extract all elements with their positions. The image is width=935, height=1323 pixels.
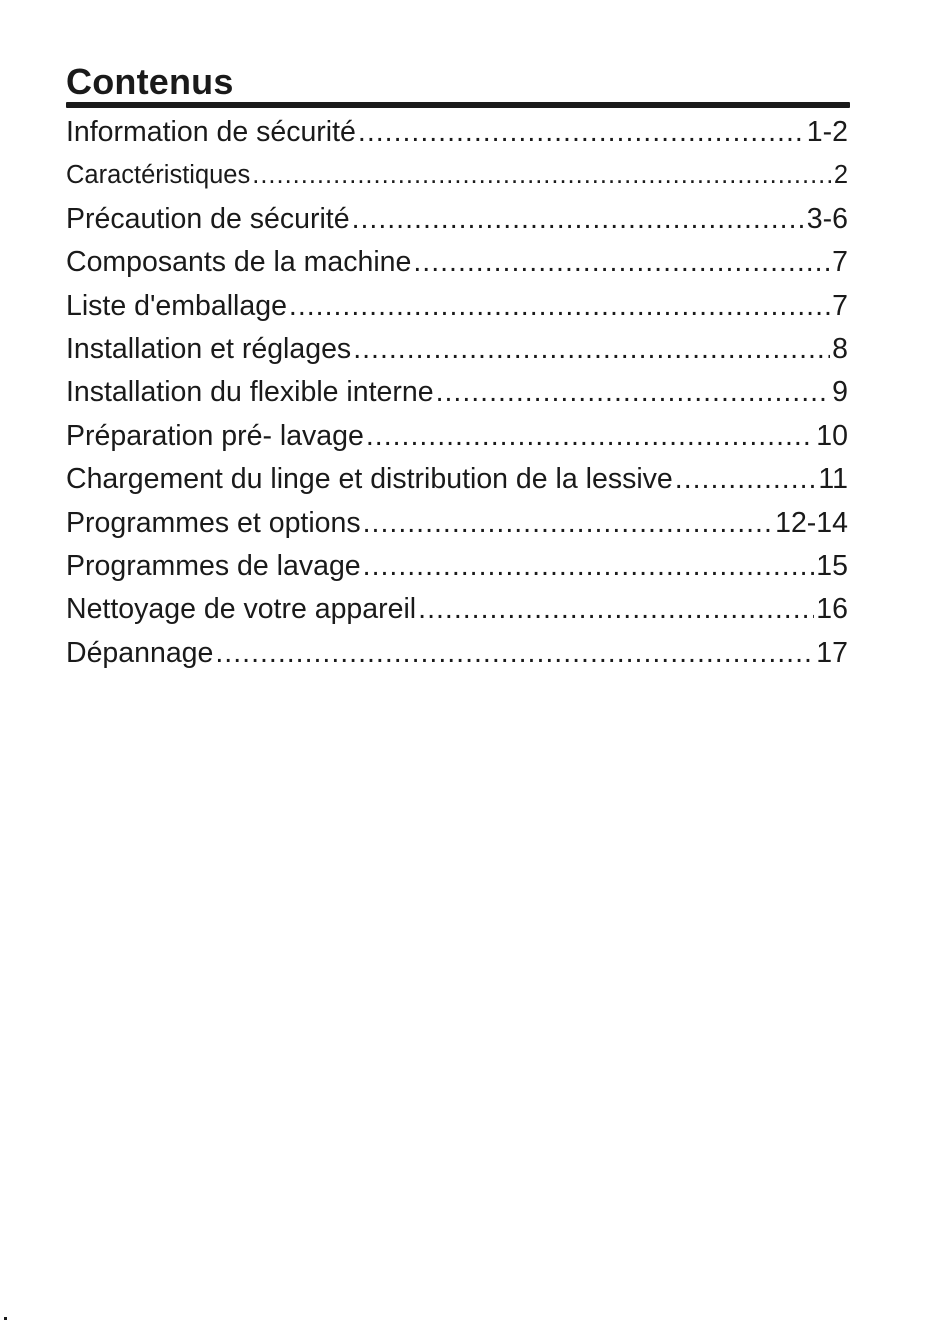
toc-entry bbox=[66, 241, 848, 284]
toc-entry bbox=[66, 111, 848, 154]
toc-entry-label: Dépannage bbox=[66, 636, 214, 669]
toc-entry-page: 2 bbox=[833, 161, 848, 190]
toc-entry-label: Nettoyage de votre appareil bbox=[66, 593, 417, 626]
toc-entry-label: Installation du flexible interne bbox=[66, 376, 434, 409]
toc-dot-leader bbox=[352, 198, 805, 241]
toc-entry-page: 3-6 bbox=[806, 202, 848, 235]
toc-entry-page: 16 bbox=[816, 593, 848, 626]
toc-entry-label: Préparation pré- lavage bbox=[66, 419, 364, 452]
toc-entry bbox=[66, 415, 848, 458]
toc-entry-page: 11 bbox=[818, 463, 848, 496]
toc-entry-label: Programmes et options bbox=[66, 506, 361, 539]
toc-dot-leader bbox=[418, 588, 814, 631]
toc-dot-leader bbox=[353, 328, 830, 371]
corner-speck bbox=[4, 1317, 7, 1320]
toc-entry bbox=[66, 328, 848, 371]
toc-entry-label: Précaution de sécurité bbox=[66, 202, 350, 235]
toc-entry bbox=[66, 198, 848, 241]
toc-dot-leader bbox=[252, 154, 832, 197]
toc-entry-label: Chargement du linge et distribution de la lessive bbox=[66, 463, 673, 496]
toc-entry-page: 9 bbox=[832, 376, 848, 409]
toc-entry bbox=[66, 632, 848, 675]
toc-dot-leader bbox=[436, 371, 831, 414]
toc-dot-leader bbox=[358, 111, 805, 154]
toc-entry bbox=[66, 371, 848, 414]
toc-entry bbox=[66, 285, 848, 328]
title-underline bbox=[66, 102, 850, 108]
toc-dot-leader bbox=[363, 545, 815, 588]
page-title: Contenus bbox=[66, 61, 234, 102]
toc-entry-label: Installation et réglages bbox=[66, 332, 352, 365]
toc-entry bbox=[66, 154, 848, 197]
toc-entry bbox=[66, 458, 848, 501]
table-of-contents bbox=[66, 111, 848, 675]
toc-entry-page: 8 bbox=[832, 332, 848, 365]
toc-entry bbox=[66, 502, 848, 545]
toc-entry-label: Information de sécurité bbox=[66, 116, 356, 148]
toc-entry-label: Liste d'emballage bbox=[66, 289, 287, 322]
toc-dot-leader bbox=[363, 502, 773, 545]
toc-entry-page: 7 bbox=[832, 246, 848, 279]
toc-dot-leader bbox=[289, 285, 830, 328]
toc-entry-page: 12-14 bbox=[775, 506, 848, 539]
toc-entry bbox=[66, 588, 848, 631]
toc-entry-page: 17 bbox=[816, 636, 848, 669]
toc-entry-label: Composants de la machine bbox=[66, 246, 412, 279]
toc-dot-leader bbox=[215, 632, 814, 675]
toc-entry-label: Caractéristiques bbox=[66, 161, 251, 190]
toc-dot-leader bbox=[675, 458, 817, 501]
toc-dot-leader bbox=[413, 241, 830, 284]
toc-entry-page: 1-2 bbox=[806, 116, 848, 148]
toc-entry bbox=[66, 545, 848, 588]
toc-entry-page: 10 bbox=[816, 419, 848, 452]
toc-dot-leader bbox=[366, 415, 814, 458]
toc-entry-page: 15 bbox=[816, 549, 848, 582]
toc-entry-page: 7 bbox=[832, 289, 848, 322]
toc-entry-label: Programmes de lavage bbox=[66, 549, 361, 582]
